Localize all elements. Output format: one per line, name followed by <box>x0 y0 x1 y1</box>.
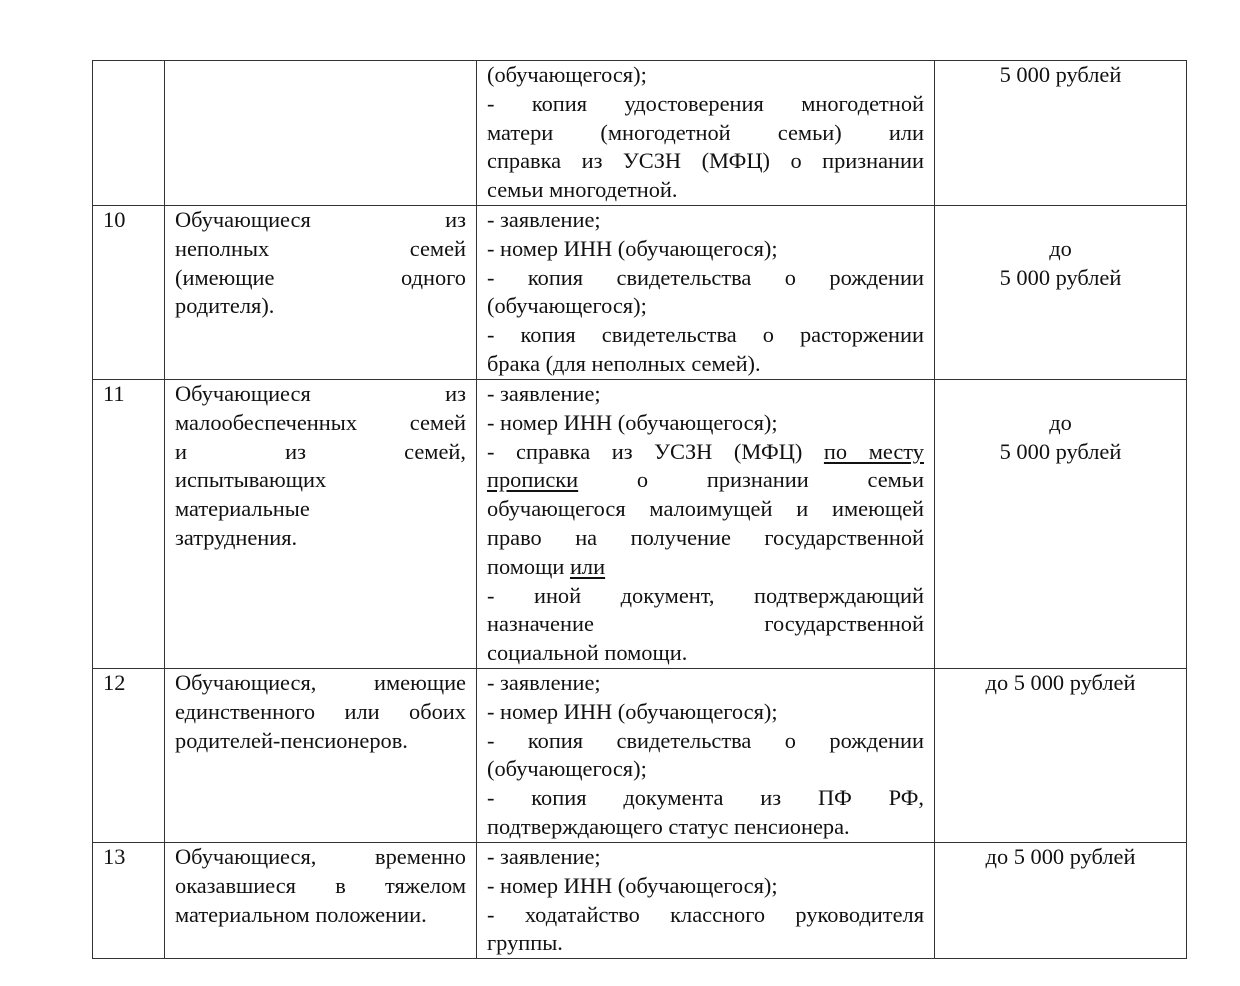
amount-line: до <box>1049 235 1072 261</box>
table-row <box>93 843 1187 959</box>
doc-line: - копия свидетельства о расторжении <box>487 322 924 348</box>
underlined-text: по месту <box>823 438 924 464</box>
doc-line: (обучающегося); <box>487 756 647 782</box>
doc-line <box>487 553 924 582</box>
category-line: родителей-пенсионеров. <box>175 727 408 753</box>
benefit-amount <box>935 61 1187 206</box>
recipient-category <box>165 206 477 380</box>
required-documents <box>477 380 935 669</box>
row-number: 10 <box>93 206 165 380</box>
category-line: (имеющие одного <box>175 264 466 290</box>
doc-text: помощи <box>487 553 565 579</box>
doc-line: (обучающегося); <box>487 293 647 319</box>
doc-line <box>487 466 924 495</box>
required-documents <box>477 843 935 959</box>
doc-line: подтверждающего статус пенсионера. <box>487 813 850 839</box>
category-line: Обучающиеся из <box>175 381 466 406</box>
category-line: малообеспеченных семей <box>175 409 466 435</box>
doc-line: (обучающегося); <box>487 62 647 87</box>
doc-line: - заявление; <box>487 844 601 869</box>
amount-line: до <box>1049 409 1072 435</box>
doc-line: право на получение государственной <box>487 524 924 550</box>
doc-line: брака (для неполных семей). <box>487 350 761 376</box>
doc-line: - ходатайство классного руководителя <box>487 901 924 927</box>
category-line: неполных семей <box>175 235 466 261</box>
recipient-category <box>165 669 477 843</box>
category-line: испытывающих <box>175 467 327 493</box>
benefits-table <box>92 60 1187 959</box>
category-line: Обучающиеся из <box>175 207 466 232</box>
doc-line: - номер ИНН (обучающегося); <box>487 409 778 435</box>
doc-line: - заявление; <box>487 381 601 406</box>
amount-line: 5 000 рублей <box>999 438 1122 464</box>
required-documents <box>477 61 935 206</box>
doc-line: - заявление; <box>487 670 601 695</box>
doc-line: семьи многодетной. <box>487 177 678 203</box>
table-row <box>93 669 1187 843</box>
doc-line: - номер ИНН (обучающегося); <box>487 235 778 261</box>
benefit-amount <box>935 669 1187 843</box>
row-number <box>93 61 165 206</box>
underlined-text: или <box>569 553 606 579</box>
amount-line <box>945 380 1176 409</box>
doc-line: - номер ИНН (обучающегося); <box>487 872 778 898</box>
doc-line: - копия свидетельства о рождении <box>487 264 924 290</box>
doc-line: - копия свидетельства о рождении <box>487 727 924 753</box>
doc-line: - иной документ, подтверждающий <box>487 582 924 608</box>
doc-line: обучающегося малоимущей и имеющей <box>487 496 924 522</box>
amount-line <box>945 206 1176 235</box>
required-documents <box>477 669 935 843</box>
benefit-amount <box>935 380 1187 669</box>
recipient-category <box>165 843 477 959</box>
category-line: материальные <box>175 496 310 522</box>
category-line: и из семей, <box>175 438 466 464</box>
doc-line: - копия документа из ПФ РФ, <box>487 785 924 811</box>
category-line: Обучающиеся, временно <box>175 844 466 869</box>
row-number: 12 <box>93 669 165 843</box>
category-line: Обучающиеся, имеющие <box>175 670 466 695</box>
underlined-text: прописки <box>487 467 579 493</box>
doc-line: справка из УСЗН (МФЦ) о признании <box>487 148 924 174</box>
doc-line: назначение государственной <box>487 611 924 637</box>
table-row <box>93 61 1187 206</box>
table-row <box>93 206 1187 380</box>
benefit-amount <box>935 843 1187 959</box>
amount-line: до 5 000 рублей <box>985 844 1136 869</box>
doc-line <box>487 438 924 467</box>
doc-line: группы. <box>487 930 563 956</box>
category-line: оказавшиеся в тяжелом <box>175 872 466 898</box>
required-documents <box>477 206 935 380</box>
recipient-category <box>165 380 477 669</box>
row-number: 13 <box>93 843 165 959</box>
category-line: затруднения. <box>175 524 298 550</box>
table-row <box>93 380 1187 669</box>
recipient-category <box>165 61 477 206</box>
doc-line: социальной помощи. <box>487 640 688 666</box>
doc-line: - номер ИНН (обучающегося); <box>487 698 778 724</box>
doc-line: - заявление; <box>487 207 601 232</box>
amount-line: 5 000 рублей <box>999 264 1122 290</box>
category-line: материальном положении. <box>175 901 427 927</box>
category-line: единственного или обоих <box>175 698 466 724</box>
doc-text: о признании семьи <box>636 467 924 493</box>
benefit-amount <box>935 206 1187 380</box>
doc-line: - копия удостоверения многодетной <box>487 90 924 116</box>
doc-line: матери (многодетной семьи) или <box>487 119 924 145</box>
amount-line: до 5 000 рублей <box>985 670 1136 695</box>
category-line: родителя). <box>175 293 275 319</box>
amount-line: 5 000 рублей <box>999 62 1122 87</box>
doc-text: - справка из УСЗН (МФЦ) <box>487 438 803 464</box>
row-number: 11 <box>93 380 165 669</box>
